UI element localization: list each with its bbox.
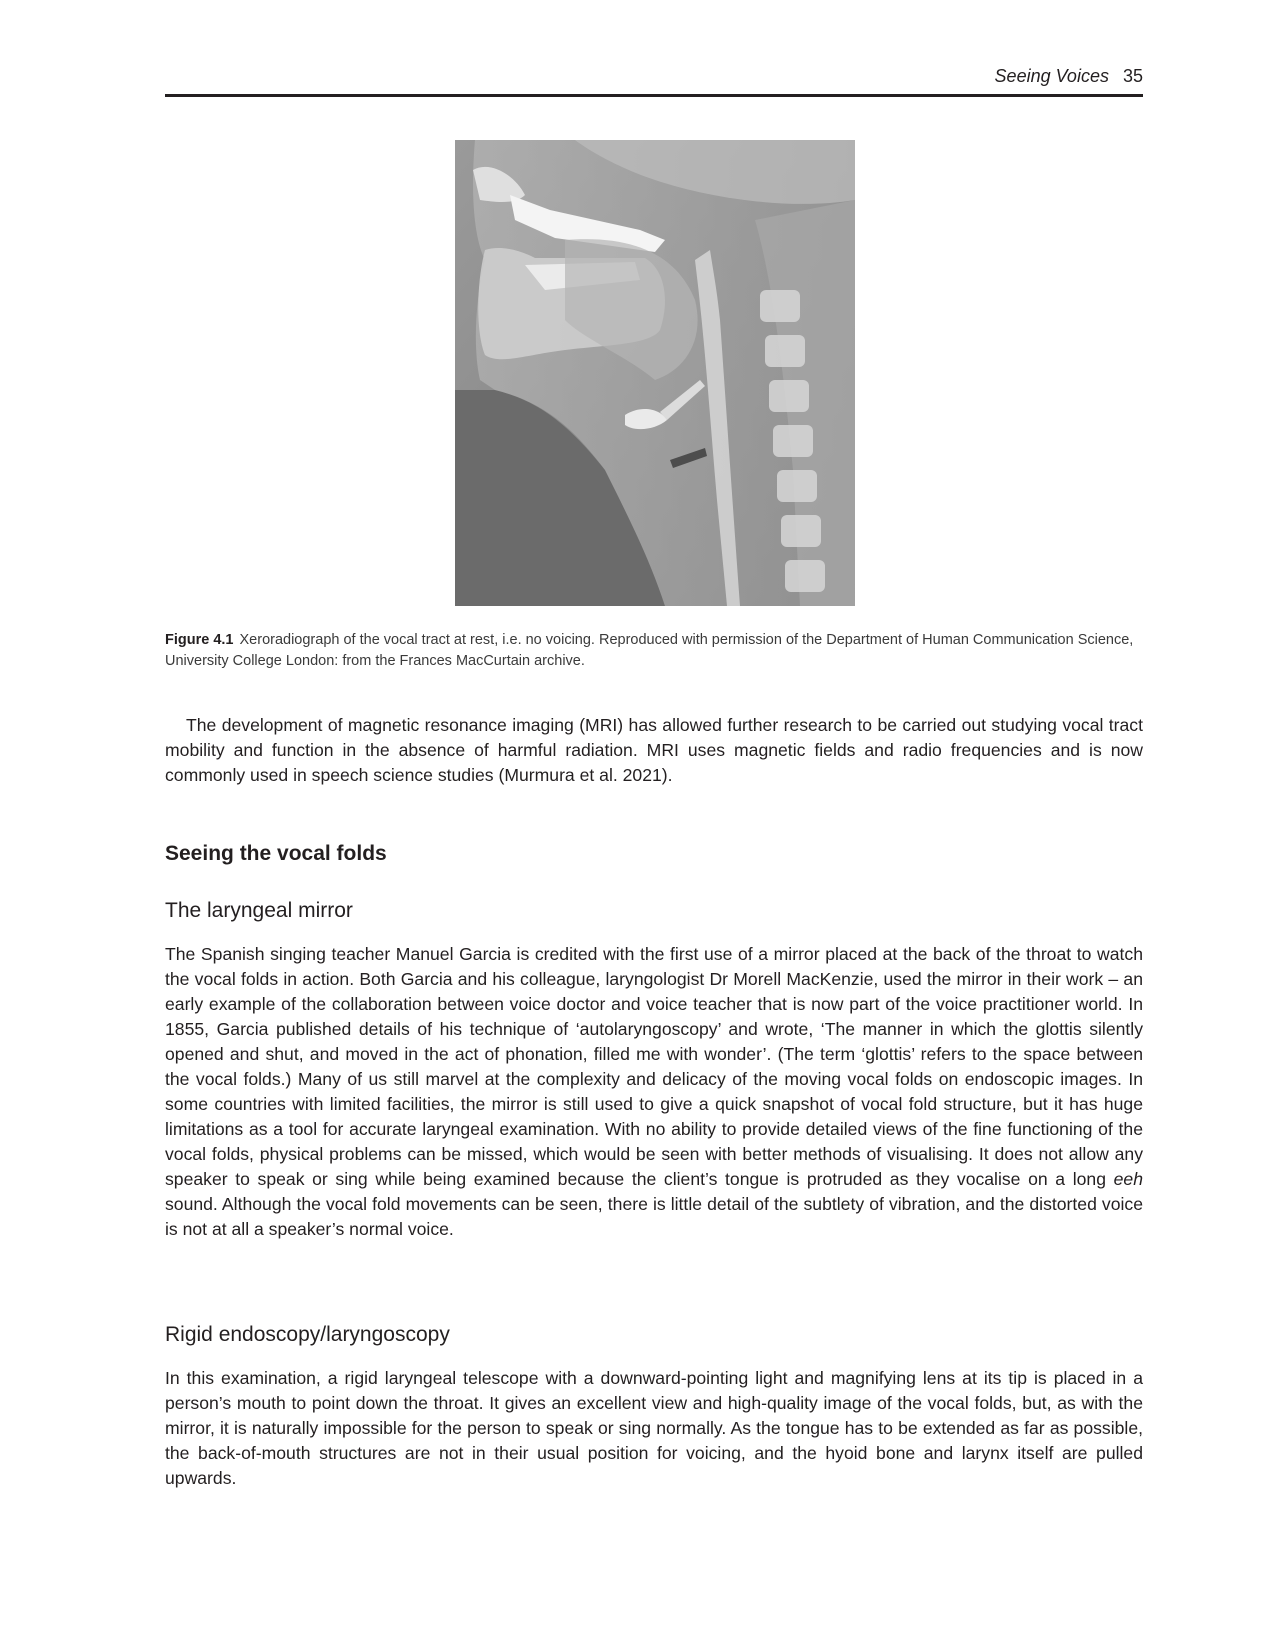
figure-caption bbox=[165, 630, 1143, 672]
paragraph-mri: The development of magnetic resonance imaging (MRI) has allowed further research to be carried out studying vocal tract mobility and function in the absence of harmful radiation. MRI uses magnetic fields and radio frequencies and is now commonly used in speech science studies (Murmura et al. 2021). bbox=[165, 715, 1143, 785]
section-heading: Seeing the vocal folds bbox=[165, 842, 387, 865]
subheading-laryngeal-mirror: The laryngeal mirror bbox=[165, 899, 353, 922]
subheading-rigid-endoscopy: Rigid endoscopy/laryngoscopy bbox=[165, 1323, 450, 1346]
running-title: Seeing Voices bbox=[994, 66, 1109, 86]
page-number: 35 bbox=[1122, 66, 1143, 86]
figure-label: Figure 4.1 bbox=[165, 632, 234, 648]
running-head bbox=[165, 66, 1143, 94]
figure-caption-text: Xeroradiograph of the vocal tract at rest, i.e. no voicing. Reproduced with permission of the Department of Human Communication Science, University College London: from the Frances MacCurtain archive. bbox=[165, 632, 1134, 669]
italic-term: eeh bbox=[1113, 1169, 1143, 1189]
paragraph-rigid-endoscopy: In this examination, a rigid laryngeal telescope with a downward-pointing light and magnifying lens at its tip is placed in a person’s mouth to point down the throat. It gives an excellent view and high-quality image of the vocal folds, but, as with the mirror, it is naturally impossible for the person to speak or sing normally. As the tongue has to be extended as far as possible, the back-of-mouth structures are not in their usual position for voicing, and the hyoid bone and larynx itself are pulled upwards. bbox=[165, 1368, 1143, 1488]
xeroradiograph-image bbox=[455, 140, 855, 606]
paragraph-text: The Spanish singing teacher Manuel Garcia is credited with the first use of a mirror placed at the back of the throat to watch the vocal folds in action. Both Garcia and his colleague, laryngologist Dr Morell MacKenzie, used the mirror in their work – an early example of the collaboration between voice doctor and voice teacher that is now part of the voice practitioner world. In 1855, Garcia published details of his technique of ‘autolaryngoscopy’ and wrote, ‘The manner in which the glottis silently opened and shut, and moved in the act of phonation, filled me with wonder’. (The term ‘glottis’ refers to the space between the vocal folds.) Many of us still marvel at the complexity and delicacy of the moving vocal folds on endoscopic images. In some countries with limited facilities, the mirror is still used to give a quick snapshot of vocal fold structure, but it has huge limitations as a tool for accurate laryngeal examination. With no ability to provide detailed views of the fine functioning of the vocal folds, physical problems can be missed, which would be seen with better methods of visualising. It does not allow any speaker to speak or sing while being examined because the client’s tongue is protruded as they vocalise on a long bbox=[165, 944, 1143, 1189]
header-rule bbox=[165, 94, 1143, 97]
paragraph-text: sound. Although the vocal fold movements can be seen, there is little detail of the subtlety of vibration, and the distorted voice is not at all a speaker’s normal voice. bbox=[165, 1194, 1143, 1239]
paragraph-laryngeal-mirror bbox=[165, 942, 1143, 1242]
